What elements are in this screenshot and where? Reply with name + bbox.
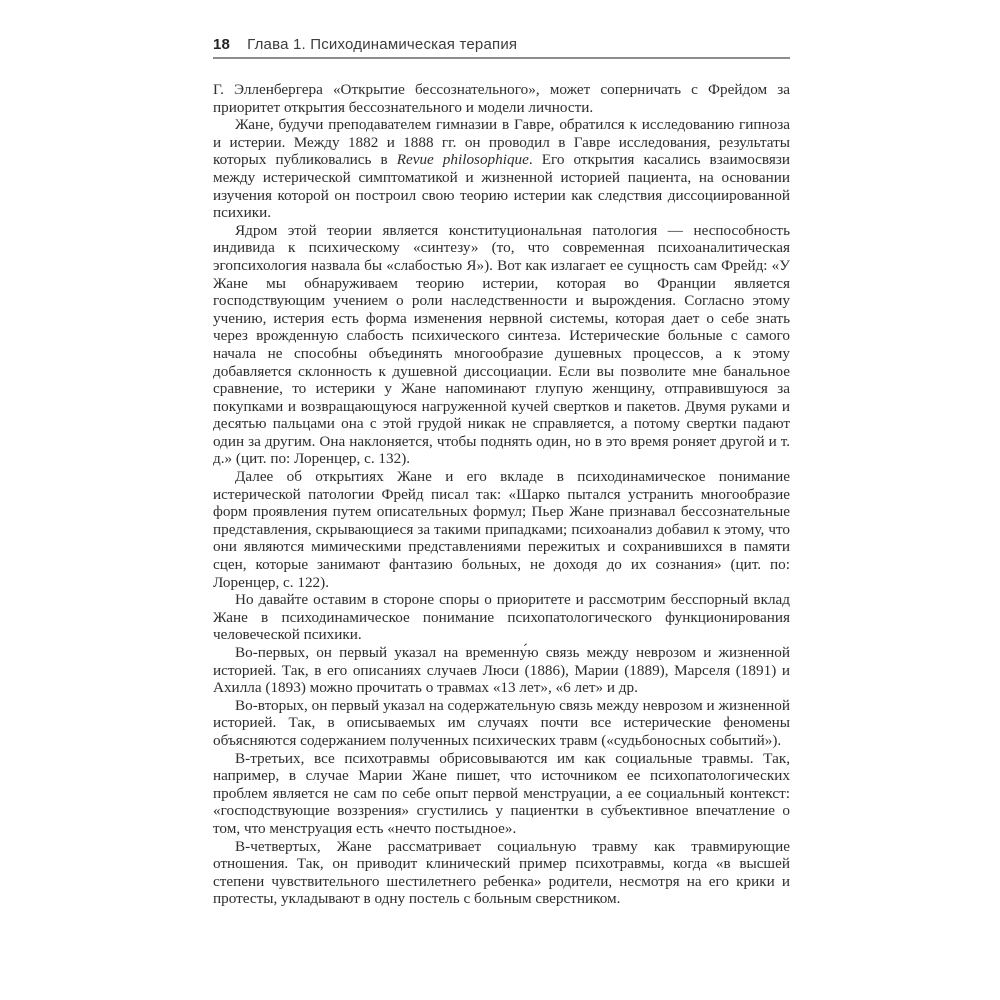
- paragraph-text: Ядром этой теории является конституциональная патология — неспособность индивида к психическому «синтезу» (то, что современная психоаналитическая эгопсихология назвала бы «слабостью Я»). Вот как излагает ее сущность сам Фрейд: «У Жане мы обнаруживаем теорию истерии, которая во Франции является господствующим учением о роли наследственности и вырождения. Согласно этому учению, истерия есть форма изменения нервной системы, которая дает о себе знать через врожденную слабость психического синтеза. Истерические больные с самого начала не способны объединять многообразие душевных процессов, а к этому добавляется склонность к душевной диссоциации. Если вы позволите мне банальное сравнение, то истерики у Жане напоминают глупую женщину, отправившуюся за покупками и возвращающуюся нагруженной кучей свертков и пакетов. Двумя руками и десятью пальцами она с этой грудой никак не справляется, а потому свертки падают один за другим. Она наклоняется, чтобы поднять один, но в это время роняет другой и т. д.» (цит. по: Лоренцер, с. 132).: [213, 221, 790, 468]
- page-number: 18: [213, 36, 231, 53]
- paragraph-text: Жане, будучи преподавателем гимназии в Гавре, обратился к исследованию гипноза и истерии. Между 1882 и 1888 гг. он проводил в Гавре исследования, результаты которых публиковались в: [213, 116, 790, 169]
- paragraph-text: Во-первых, он первый указал на временну́ю связь между неврозом и жизненной историей. Так, в его описаниях случаев Люси (1886), Марии (1889), Марселя (1891) и Ахилла (1893) можно прочитать о травмах «13 лет», «6 лет» и др.: [213, 644, 790, 697]
- paragraph-text: Г. Элленбергера «Открытие бессознательного», может соперничать с Фрейдом за приоритет открытия бессознательного и модели личности.: [213, 81, 790, 116]
- journal-title-italic: Revue philosophique: [396, 151, 529, 169]
- paragraph-text: В-третьих, все психотравмы обрисовываются им как социальные травмы. Так, например, в случае Марии Жане пишет, что источником ее психопатологических проблем является не сам по себе опыт первой менструации, а ее социальный контекст: «господствующие воззрения» сгустились у пациентки в субъективное впечатление о том, что менструация есть «нечто постыдное».: [213, 749, 790, 837]
- body-paragraph: [213, 222, 790, 468]
- paragraph-text: Далее об открытиях Жане и его вкладе в психодинамическое понимание истерической патологии Фрейд писал так: «Шарко пытался устранить многообразие форм проявления путем описательных формул; Пьер Жане признавал бессознательные представления, скрывающиеся за такими припадками; психоанализ добавил к этому, что они являются мимическими представлениями пережитых и сохранившихся в памяти сцен, которые занимают фантазию больных, не доходя до их сознания» (цит. по: Лоренцер, с. 122).: [213, 468, 790, 591]
- body-paragraph: [213, 116, 790, 222]
- body-paragraph: [213, 750, 790, 838]
- page-header: [213, 36, 790, 53]
- paragraph-text: В-четвертых, Жане рассматривает социальную травму как травмирующие отношения. Так, он приводит клинический пример психотравмы, когда «в высшей степени чувствительного шестилетнего ребенка» родители, несмотря на его крики и протесты, укладывают в одну постель с больным сверстником.: [213, 837, 790, 908]
- body-paragraph: [213, 81, 790, 116]
- paragraph-text: Но давайте оставим в стороне споры о приоритете и рассмотрим бесспорный вклад Жане в психодинамическое понимание психопатологического функционирования человеческой психики.: [213, 591, 790, 644]
- body-paragraph: [213, 697, 790, 750]
- paragraph-text: Во-вторых, он первый указал на содержательную связь между неврозом и жизненной историей. Так, в описываемых им случаях почти все истерические феномены объясняются содержанием полученных психических травм («судьбоносных событий»).: [213, 696, 790, 749]
- body-paragraph: [213, 644, 790, 697]
- chapter-title: Глава 1. Психодинамическая терапия: [247, 36, 518, 53]
- header-rule-divider: [213, 57, 790, 59]
- body-paragraph: [213, 838, 790, 908]
- body-paragraph: [213, 468, 790, 591]
- page-body: [213, 81, 790, 908]
- paragraph-text: . Его открытия касались взаимосвязи между истерической симптоматикой и жизненной историей пациента, на основании изучения которой он построил свою теорию истерии как следствия диссоциированной психики.: [213, 151, 790, 222]
- body-paragraph: [213, 591, 790, 644]
